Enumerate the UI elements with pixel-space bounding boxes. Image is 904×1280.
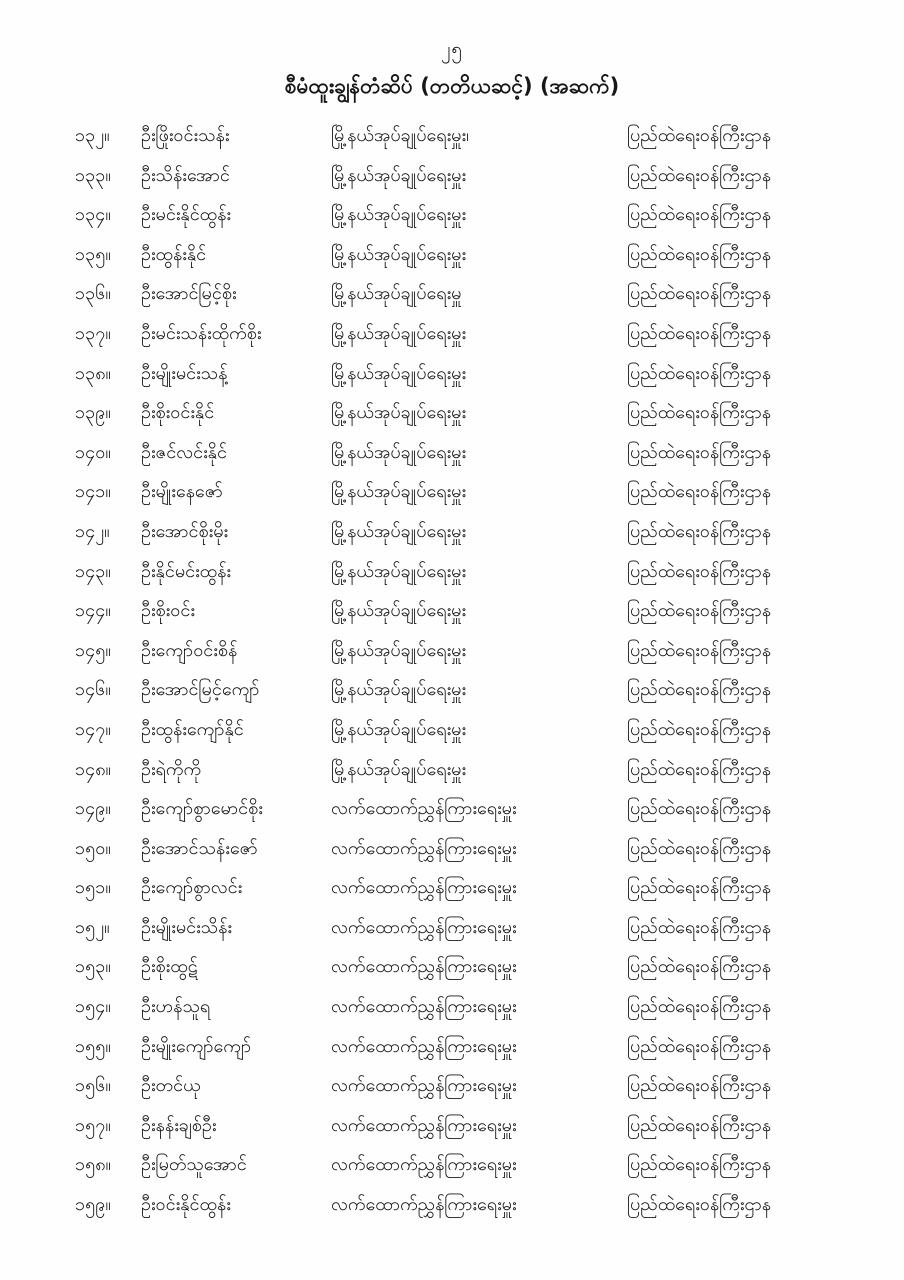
row-ministry: ပြည်ထဲရေးဝန်ကြီးဌာန (627, 1154, 772, 1176)
row-ministry: ပြည်ထဲရေးဝန်ကြီးဌာန (627, 402, 772, 424)
table-row (75, 1185, 854, 1225)
page-number: ၂၅ (440, 38, 464, 60)
row-number: ၁၃၉။ (75, 402, 111, 424)
row-ministry: ပြည်ထဲရေးဝန်ကြီးဌာန (627, 996, 772, 1018)
row-position: လက်ထောက်ညွှန်ကြားရေးမှူး (331, 837, 517, 859)
row-name: ဦးအောင်မြင့်စိုး (141, 283, 237, 305)
row-position: မြို့နယ်အုပ်ချုပ်ရေးမှူး (331, 718, 467, 740)
row-name: ဦးစိုးဝင်း (141, 600, 195, 622)
row-position: လက်ထောက်ညွှန်ကြားရေးမှူး (331, 1154, 517, 1176)
row-number: ၁၃၅။ (75, 243, 111, 265)
table-row (75, 433, 854, 473)
row-ministry: ပြည်ထဲရေးဝန်ကြီးဌာန (627, 362, 772, 384)
table-row (75, 354, 854, 394)
row-position: လက်ထောက်ညွှန်ကြားရေးမှူး (331, 877, 517, 899)
table-row (75, 1106, 854, 1146)
row-ministry: ပြည်ထဲရေးဝန်ကြီးဌာန (627, 560, 772, 582)
row-number: ၁၄၉။ (75, 798, 111, 820)
table-row (75, 631, 854, 671)
row-name: ဦးမျိုးနေဇော် (141, 481, 223, 503)
row-name: ဦးမျိုးမင်းသိန်း (141, 916, 232, 938)
row-ministry: ပြည်ထဲရေးဝန်ကြီးဌာန (627, 718, 772, 740)
row-name: ဦးဝင်းနိုင်ထွန်း (141, 1194, 231, 1216)
table-row (75, 868, 854, 908)
row-name: ဦးနိုင်မင်းထွန်း (141, 560, 231, 582)
row-name: ဦးရဲကိုကို (141, 758, 202, 780)
row-position: လက်ထောက်ညွှန်ကြားရေးမှူး (331, 996, 517, 1018)
row-number: ၁၃၂။ (75, 125, 110, 146)
row-position: မြို့နယ်အုပ်ချုပ်ရေးမှူး (331, 204, 467, 226)
row-ministry: ပြည်ထဲရေးဝန်ကြီးဌာန (627, 243, 772, 265)
row-name: ဦးအောင်စိုးမိုး (141, 520, 229, 542)
row-number: ၁၃၇။ (75, 322, 111, 344)
page-title: စီမံထူးချွန်တံဆိပ် (တတိယဆင့်) (အဆက်) (284, 74, 620, 98)
row-number: ၁၃၄။ (75, 204, 111, 226)
row-ministry: ပြည်ထဲရေးဝန်ကြီးဌာန (627, 1194, 772, 1216)
row-name: ဦးစိုးဝင်းနိုင် (141, 402, 215, 424)
table-row (75, 670, 854, 710)
row-number: ၁၅၅။ (75, 1035, 111, 1057)
row-ministry: ပြည်ထဲရေးဝန်ကြီးဌာန (627, 1075, 772, 1097)
table-row (75, 947, 854, 987)
row-ministry: ပြည်ထဲရေးဝန်ကြီးဌာန (627, 283, 772, 305)
row-position: လက်ထောက်ညွှန်ကြားရေးမှူး (331, 916, 517, 938)
table-row (75, 987, 854, 1027)
row-position: မြို့နယ်အုပ်ချုပ်ရေးမှူး (331, 758, 467, 780)
table-row (75, 908, 854, 948)
row-position: လက်ထောက်ညွှန်ကြားရေးမှူး (331, 1035, 517, 1057)
row-ministry: ပြည်ထဲရေးဝန်ကြီးဌာန (627, 798, 772, 820)
row-name: ဦးဇင်လင်းနိုင် (141, 441, 227, 463)
row-ministry: ပြည်ထဲရေးဝန်ကြီးဌာန (627, 956, 772, 978)
row-ministry: ပြည်ထဲရေးဝန်ကြီးဌာန (627, 164, 772, 186)
row-name: ဦးမျိုးကျော်ကျော် (141, 1035, 252, 1057)
row-name: ဦးမင်းသန်းထိုက်စိုး (141, 322, 262, 344)
row-number: ၁၅၆။ (75, 1075, 111, 1097)
row-ministry: ပြည်ထဲရေးဝန်ကြီးဌာန (627, 916, 772, 938)
table-row (75, 1027, 854, 1067)
row-number: ၁၄၈။ (75, 758, 111, 780)
row-ministry: ပြည်ထဲရေးဝန်ကြီးဌာန (627, 125, 772, 146)
row-name: ဦးကျော်စွာမောင်စိုး (141, 798, 263, 820)
row-number: ၁၄၀။ (75, 441, 111, 463)
row-name: ဦးမြတ်သူအောင် (141, 1154, 247, 1176)
row-ministry: ပြည်ထဲရေးဝန်ကြီးဌာန (627, 1114, 772, 1136)
row-number: ၁၄၆။ (75, 679, 111, 701)
row-ministry: ပြည်ထဲရေးဝန်ကြီးဌာန (627, 758, 772, 780)
table-row (75, 1066, 854, 1106)
row-ministry: ပြည်ထဲရေးဝန်ကြီးဌာန (627, 600, 772, 622)
row-position: မြို့နယ်အုပ်ချုပ်ရေးမှူး (331, 481, 467, 503)
row-name: ဦးတင်ယု (141, 1075, 201, 1097)
award-recipient-list (0, 116, 904, 1225)
row-name: ဦးအောင်သန်းဇော် (141, 837, 258, 859)
row-ministry: ပြည်ထဲရေးဝန်ကြီးဌာန (627, 877, 772, 899)
row-position: မြို့နယ်အုပ်ချုပ်ရေးမှူး (331, 441, 467, 463)
row-number: ၁၄၃။ (75, 560, 111, 582)
table-row (75, 393, 854, 433)
row-name: ဦးဖြိုးဝင်းသန်း (141, 125, 230, 146)
row-name: ဦးကျော်ဝင်းစိန် (141, 639, 238, 661)
table-row (75, 789, 854, 829)
table-row (75, 512, 854, 552)
row-ministry: ပြည်ထဲရေးဝန်ကြီးဌာန (627, 481, 772, 503)
row-number: ၁၄၇။ (75, 718, 111, 740)
row-number: ၁၃၈။ (75, 362, 111, 384)
row-position: မြို့နယ်အုပ်ချုပ်ရေးမှူး (331, 322, 467, 344)
row-number: ၁၄၄။ (75, 600, 111, 622)
row-number: ၁၅၈။ (75, 1154, 111, 1176)
row-number: ၁၅၀။ (75, 837, 111, 859)
row-number: ၁၅၃။ (75, 956, 111, 978)
row-name: ဦးစိုးထွဋ် (141, 956, 198, 978)
row-name: ဦးမင်းနိုင်ထွန်း (141, 204, 231, 226)
row-number: ၁၅၁။ (75, 877, 111, 899)
table-row (75, 314, 854, 354)
row-position: မြို့နယ်အုပ်ချုပ်ရေးမှူး (331, 402, 467, 424)
row-position: လက်ထောက်ညွှန်ကြားရေးမှူး (331, 956, 517, 978)
row-number: ၁၅၇။ (75, 1114, 111, 1136)
row-name: ဦးဟန်သူရ (141, 996, 211, 1018)
row-position: လက်ထောက်ညွှန်ကြားရေးမှူး (331, 798, 517, 820)
row-name: ဦးသိန်းအောင် (141, 164, 230, 186)
row-position: မြို့နယ်အုပ်ချုပ်ရေးမှူး (331, 520, 467, 542)
row-position: လက်ထောက်ညွှန်ကြားရေးမှူး (331, 1194, 517, 1216)
table-row (75, 710, 854, 750)
row-position: မြို့နယ်အုပ်ချုပ်ရေးမှူး (331, 560, 467, 582)
row-number: ၁၃၃။ (75, 164, 111, 186)
row-position: မြို့နယ်အုပ်ချုပ်ရေးမှူး (331, 679, 467, 701)
row-number: ၁၅၄။ (75, 996, 111, 1018)
row-number: ၁၅၂။ (75, 916, 110, 938)
row-name: ဦးထွန်းကျော်နိုင် (141, 718, 244, 740)
row-name: ဦးနန်းချစ်ဦး (141, 1114, 217, 1136)
row-number: ၁၄၅။ (75, 639, 111, 661)
table-row (75, 591, 854, 631)
row-name: ဦးကျော်စွာလင်း (141, 877, 243, 899)
row-ministry: ပြည်ထဲရေးဝန်ကြီးဌာန (627, 639, 772, 661)
row-number: ၁၅၉။ (75, 1194, 111, 1216)
table-row (75, 1145, 854, 1185)
row-position: မြို့နယ်အုပ်ချုပ်ရေးမှူး (331, 639, 467, 661)
row-ministry: ပြည်ထဲရေးဝန်ကြီးဌာန (627, 441, 772, 463)
table-row (75, 472, 854, 512)
row-ministry: ပြည်ထဲရေးဝန်ကြီးဌာန (627, 1035, 772, 1057)
table-row (75, 829, 854, 869)
table-row (75, 274, 854, 314)
row-number: ၁၄၁။ (75, 481, 111, 503)
row-name: ဦးထွန်းနိုင် (141, 243, 207, 265)
row-position: မြို့နယ်အုပ်ချုပ်ရေးမှူး (331, 362, 467, 384)
row-ministry: ပြည်ထဲရေးဝန်ကြီးဌာန (627, 520, 772, 542)
row-position: လက်ထောက်ညွှန်ကြားရေးမှူး (331, 1075, 517, 1097)
row-ministry: ပြည်ထဲရေးဝန်ကြီးဌာန (627, 322, 772, 344)
table-row (75, 750, 854, 790)
row-name: ဦးမျိုးမင်းသန့် (141, 362, 228, 384)
row-name: ဦးအောင်မြင့်ကျော် (141, 679, 260, 701)
row-ministry: ပြည်ထဲရေးဝန်ကြီးဌာန (627, 679, 772, 701)
row-ministry: ပြည်ထဲရေးဝန်ကြီးဌာန (627, 837, 772, 859)
row-number: ၁၄၂။ (75, 520, 110, 542)
row-position: မြို့နယ်အုပ်ချုပ်ရေးမှူ (331, 283, 462, 305)
table-row (75, 195, 854, 235)
row-position: လက်ထောက်ညွှန်ကြားရေးမှူး (331, 1114, 517, 1136)
row-position: မြို့နယ်အုပ်ချုပ်ရေးမှူး (331, 600, 467, 622)
table-row (75, 156, 854, 196)
table-row (75, 116, 854, 156)
row-position: မြို့နယ်အုပ်ချုပ်ရေးမှူး (331, 164, 467, 186)
table-row (75, 235, 854, 275)
row-ministry: ပြည်ထဲရေးဝန်ကြီးဌာန (627, 204, 772, 226)
row-number: ၁၃၆။ (75, 283, 111, 305)
row-position: မြို့နယ်အုပ်ချုပ်ရေးမှူး (331, 243, 467, 265)
table-row (75, 552, 854, 592)
row-position: မြို့နယ်အုပ်ချုပ်ရေးမှူး၊ (331, 125, 469, 146)
